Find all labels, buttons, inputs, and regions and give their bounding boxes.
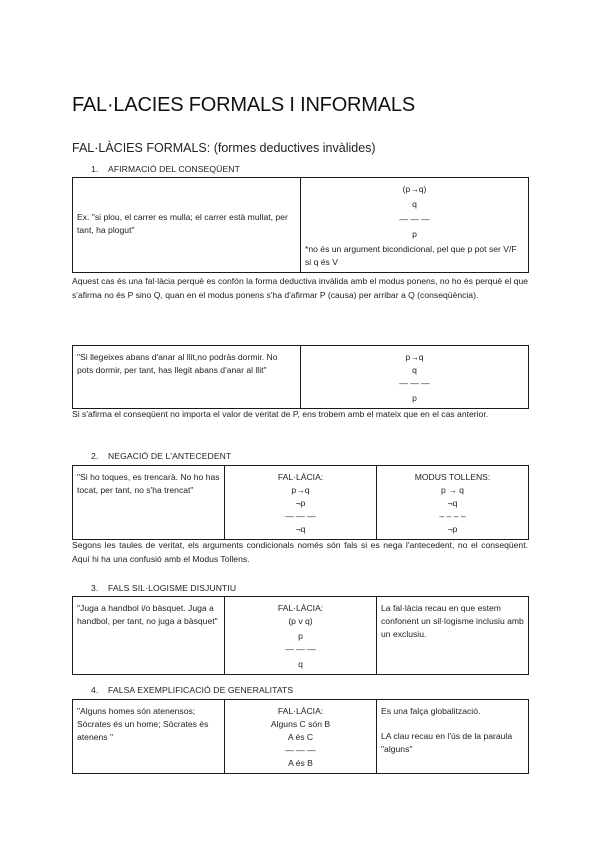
formula-line: — — — [285,644,316,654]
formula-line: — — — [285,511,316,521]
section-number: 2. [91,451,99,461]
section-heading-2 [91,451,231,461]
formula-line: q [298,659,303,669]
formula-line: Alguns C són B [270,719,331,729]
formula-line: p→q [291,485,310,495]
formula-line: (p→q) [402,184,427,194]
section-heading-text: AFIRMACIÓ DEL CONSEQÜENT [108,164,240,174]
section-heading-text: NEGACIÓ DE L'ANTECEDENT [108,451,232,461]
paragraph: Segons les taules de veritat, els arguments condicionals només són fals si es nega l'antecedent, no el conseqüent. Aquí hi ha una confusió amb el Modus Tollens. [72,540,528,564]
formula-line: — — — [285,745,316,755]
table-affirming-consequent-2 [72,345,529,409]
formula-line: q [412,365,417,375]
formula-label: FAL·LÀCIA: [277,472,324,482]
section-subtitle: FAL·LÀCIES FORMALS: (formes deductives invàlides) [72,141,376,155]
example-cell [73,466,225,540]
page-title: FAL·LACIES FORMALS I INFORMALS [72,94,415,116]
table-affirming-consequent [72,177,529,273]
modus-tollens-cell [377,466,529,540]
formula-line: — — — [399,378,430,388]
example-text: "Alguns homes són atenensos; Sòcrates és un home; Sòcrates és atenens " [77,706,209,742]
note-text: *no és un argument bicondicional, pel que p pot ser V/F si q és V [305,244,517,267]
formula-line: (p v q) [288,616,313,626]
explanation-text: Es una falça globalització. [381,706,481,716]
table-denying-antecedent [72,465,529,540]
formula-line: ¬q [447,498,458,508]
formula-line: p→q [405,352,424,362]
explanation-text: La fal·làcia recau en que estem confonent un sil·logisme inclusiu amb un exclusiu. [381,603,524,639]
example-cell [73,700,225,774]
fallacy-formula-cell [225,700,377,774]
example-text: "Juga a handbol i/o bàsquet. Juga a handbol, per tant, no juga a bàsquet" [77,603,218,626]
formula-line: p [412,393,417,403]
formula-line: p [298,631,303,641]
formula-cell [301,178,529,273]
formula-line: q [412,199,417,209]
section-heading-1 [91,164,240,174]
section-heading-text: FALS SIL·LOGISME DISJUNTIU [108,583,237,593]
section-heading-3 [91,583,236,593]
fallacy-formula-cell [225,466,377,540]
example-text: "Si ho toques, es trencarà. No ho has tocat, per tant, no s'ha trencat" [77,472,220,495]
formula-label: FAL·LÀCIA: [277,603,324,613]
formula-line: ¬p [447,524,458,534]
formula-line: A és B [288,758,313,768]
section-number: 1. [91,164,99,174]
explanation-cell [377,597,529,675]
section-heading-4 [91,685,293,695]
example-cell [73,597,225,675]
formula-label: FAL·LÀCIA: [277,706,324,716]
example-text: Ex. "si plou, el carrer es mulla; el carrer està mullat, per tant, ha plogut" [77,211,288,235]
formula-line: p [412,229,417,239]
formula-label: MODUS TOLLENS: [414,472,491,482]
example-cell [73,346,301,409]
formula-line: p → q [441,485,464,495]
section-number: 3. [91,583,99,593]
formula-line: A és C [287,732,314,742]
table-false-disjunctive [72,596,529,675]
paragraph: Aquest cas és una fal·làcia perquè es confón la forma deductiva invàlida amb el modus ponens, no ho és perquè el que s'afirma no és P sino Q, quan en el modus ponens s'ha d'afirmar P (causa) per arribar a Q (conseqüència). [72,276,528,300]
table-false-generalization [72,699,529,774]
explanation-text: LA clau recau en l'ús de la paraula "alguns" [381,731,513,754]
formula-line: — — — [399,214,430,224]
example-cell [73,178,301,273]
paragraph: Si s'afirma el conseqüent no importa el valor de veritat de P, ens trobem amb el mateix que en el cas anterior. [72,409,489,419]
section-number: 4. [91,685,99,695]
section-heading-text: FALSA EXEMPLIFICACIÓ DE GENERALITATS [108,685,294,695]
formula-line: – – – – [439,511,466,521]
formula-line: ¬q [295,524,306,534]
formula-cell [301,346,529,409]
fallacy-formula-cell [225,597,377,675]
formula-line: ¬p [295,498,306,508]
example-text: "Si llegeixes abans d'anar al llit,no podràs dormir. No pots dormir, per tant, has llegit abans d'anar al llit" [77,352,278,375]
explanation-cell [377,700,529,774]
